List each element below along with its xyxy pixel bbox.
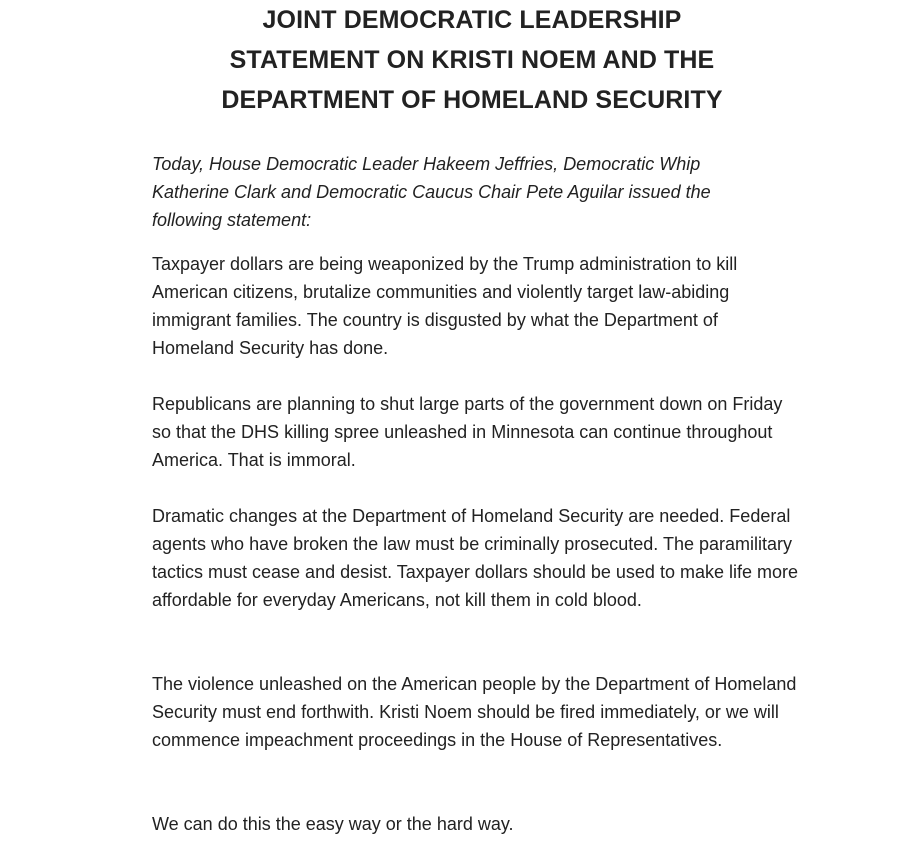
title-line-1: JOINT DEMOCRATIC LEADERSHIP [262,6,682,34]
title-line-2: STATEMENT ON KRISTI NOEM AND THE [229,46,715,74]
statement-paragraph-3: Dramatic changes at the Department of Homeland Security are needed. Federal agents who have broken the law must be criminally prosecuted. The paramilitary tactics must cease and desist. Taxpayer dollars should be used to make life more affordable for everyday Americans, not kill them in cold blood. [152,506,798,610]
statement-paragraph-5: We can do this the easy way or the hard way. [152,814,514,834]
title-line-3: DEPARTMENT OF HOMELAND SECURITY [221,86,723,114]
statement-paragraph-4: The violence unleashed on the American people by the Department of Homeland Security must end forthwith. Kristi Noem should be fired immediately, or we will commence impeachment proceedings in the House of Representatives. [152,674,797,750]
page-title [0,0,917,120]
statement-intro: Today, House Democratic Leader Hakeem Jeffries, Democratic Whip Katherine Clark and Democratic Caucus Chair Pete Aguilar issued the following statement: [152,154,711,230]
statement-paragraph-2: Republicans are planning to shut large parts of the government down on Friday so that the DHS killing spree unleashed in Minnesota can continue throughout America. That is immoral. [152,394,783,470]
statement-paragraph-1: Taxpayer dollars are being weaponized by the Trump administration to kill American citizens, brutalize communities and violently target law-abiding immigrant families. The country is disgusted by what the Department of Homeland Security has done. [152,254,738,358]
